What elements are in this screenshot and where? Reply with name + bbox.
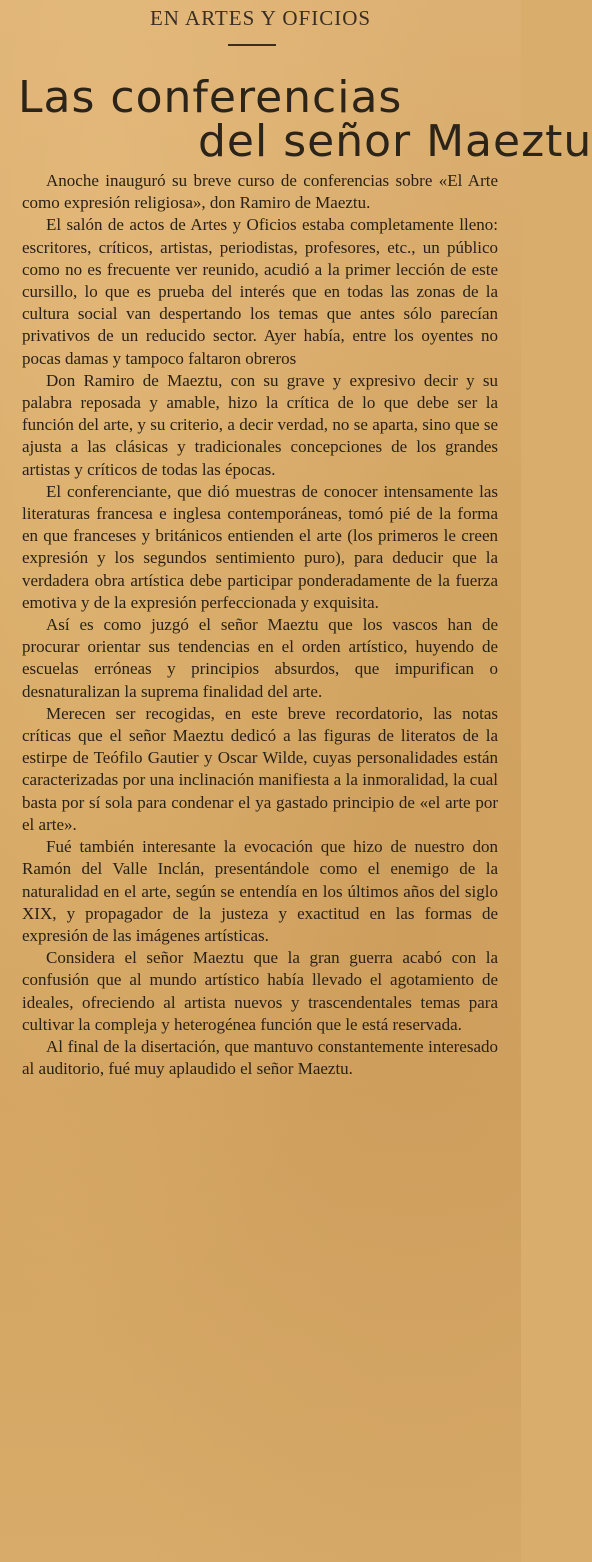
article-title-line-2: del señor Maeztu [198,116,592,167]
paragraph-9: Al final de la disertación, que mantuvo constantemente interesado al auditorio, fué muy aplaudido el señor Maeztu. [22,1036,498,1079]
paragraph-8: Considera el señor Maeztu que la gran guerra acabó con la confusión que al mundo artístico había llevado el agotamiento de ideales, ofreciendo al artista nuevos y trascendentales temas para cultivar la compleja y heterogénea función que le está reservada. [22,948,498,1034]
paragraph-7: Fué también interesante la evocación que hizo de nuestro don Ramón del Valle Inclán, presentándole como el enemigo de la naturalidad en el arte, según se entendía en los últimos años del siglo XIX, y propagador de la justeza y exactitud en las formas de expresión de las imágenes artísticas. [22,837,498,945]
paragraph-5: Así es como juzgó el señor Maeztu que los vascos han de procurar orientar sus tendencias en el orden artístico, huyendo de escuelas erróneas y principios absurdos, que impurifican o desnaturalizan la suprema finalidad del arte. [22,615,498,701]
article-body [22,170,498,1080]
article-title-line-1: Las conferencias [18,72,403,123]
paragraph-3: Don Ramiro de Maeztu, con su grave y expresivo decir y su palabra reposada y amable, hizo la crítica de lo que debe ser la función del arte, y su criterio, a decir verdad, no se aparta, sino que se ajusta a las clásicas y tradicionales concepciones de los grandes artistas y críticos de todas las épocas. [22,370,498,479]
section-header: EN ARTES Y OFICIOS [149,6,372,30]
paragraph-6: Merecen ser recogidas, en este breve recordatorio, las notas críticas que el señor Maeztu dedicó a las figuras de literatos de la estirpe de Teófilo Gautier y Oscar Wilde, cuyas personalidades están caracterizadas por una inclinación manifiesta a la inmoralidad, la cual basta por sí sola para condenar el ya gastado principio de «el arte por el arte». [22,703,498,834]
paragraph-1: Anoche inauguró su breve curso de conferencias sobre «El Arte como expresión religiosa», don Ramiro de Maeztu. [22,171,498,213]
paragraph-2: El salón de actos de Artes y Oficios estaba completamente lleno: escritores, críticos, artistas, periodistas, profesores, etc., un público como no es frecuente ver reunido, acudió a la primer lección de este cursillo, lo que es prueba del interés que en todas las zonas de la cultura social van despertando los temas que antes sólo parecían privativos de un reducido sector. Ayer había, entre los oyentes no pocas damas y tampoco faltaron obreros [22,215,498,368]
header-rule [228,44,276,46]
paragraph-4: El conferenciante, que dió muestras de conocer intensamente las literaturas francesa e inglesa contemporáneas, tomó pié de la forma en que franceses y británicos entienden el arte (los primeros le creen expresión y los segundos sentimiento puro), para deducir que la verdadera obra artística debe participar ponderadamente de la fuerza emotiva y de la expresión perfeccionada y exquisita. [22,481,498,612]
